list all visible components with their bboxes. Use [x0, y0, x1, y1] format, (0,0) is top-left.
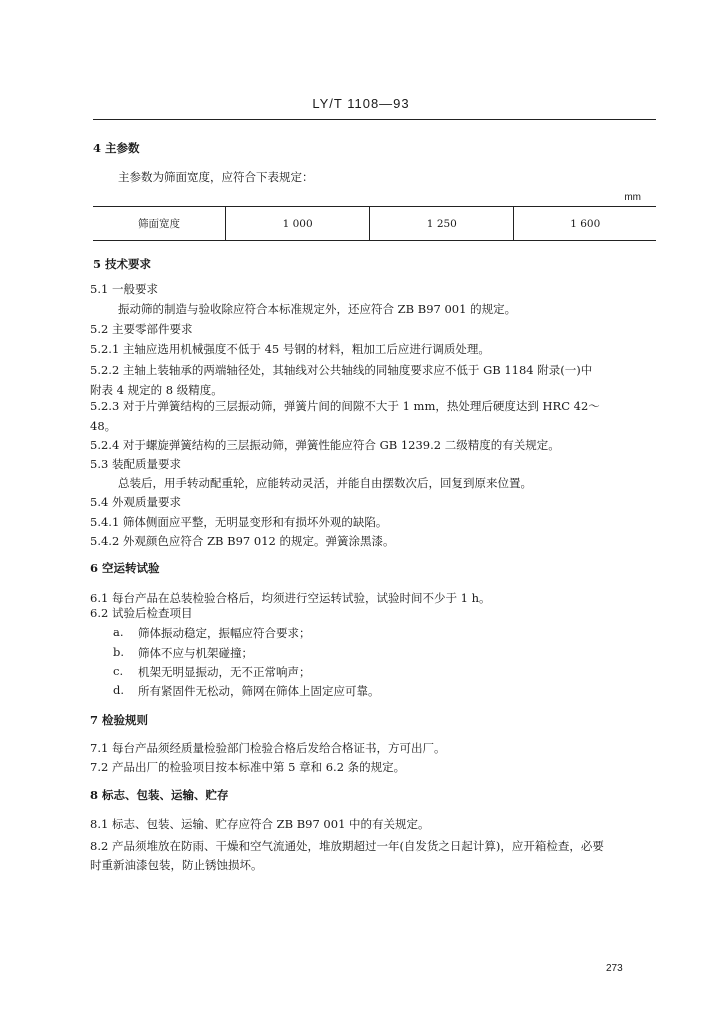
header-rule: [93, 119, 656, 120]
clause-5-4-2: 5.4.2 外观颜色应符合 ZB B97 012 的规定。弹簧涂黑漆。: [90, 534, 395, 548]
section-8-title: 8 标志、包装、运输、贮存: [90, 788, 229, 802]
table-cell: 1 250: [370, 207, 514, 241]
list-item-label: c.: [113, 664, 124, 678]
list-item-label: d.: [113, 683, 125, 697]
standard-number-header: LY/T 1108—93: [312, 96, 410, 111]
section-4-title: 4 主参数: [93, 141, 140, 155]
clause-5-2-3-line1: 5.2.3 对于片弹簧结构的三层振动筛，弹簧片间的间隙不大于 1 mm，热处理后硬度达到 HRC 42～: [90, 399, 600, 413]
clause-5-2-3-line2: 48。: [90, 419, 117, 433]
clause-8-2-line2: 时重新油漆包装，防止锈蚀损坏。: [90, 858, 263, 872]
section-4-intro: 主参数为筛面宽度，应符合下表规定：: [118, 170, 314, 184]
clause-5-2-4: 5.2.4 对于螺旋弹簧结构的三层振动筛，弹簧性能应符合 GB 1239.2 二级精度的有关规定。: [90, 438, 560, 452]
clause-5-3: 5.3 装配质量要求: [90, 457, 181, 471]
table-unit: mm: [624, 192, 641, 203]
clause-5-1-text: 振动筛的制造与验收除应符合本标准规定外，还应符合 ZB B97 001 的规定。: [118, 302, 517, 316]
clause-5-2-2-line2: 附表 4 规定的 8 级精度。: [90, 383, 223, 397]
table-row: [93, 207, 656, 241]
clause-5-2: 5.2 主要零部件要求: [90, 322, 193, 336]
clause-5-1: 5.1 一般要求: [90, 282, 158, 296]
list-item: 所有紧固件无松动，筛网在筛体上固定应可靠。: [138, 684, 380, 698]
table-cell: 1 000: [226, 207, 370, 241]
clause-7-2: 7.2 产品出厂的检验项目按本标准中第 5 章和 6.2 条的规定。: [90, 760, 406, 774]
clause-8-1: 8.1 标志、包装、运输、贮存应符合 ZB B97 001 中的有关规定。: [90, 817, 430, 831]
clause-5-4: 5.4 外观质量要求: [90, 495, 181, 509]
page-number: 273: [606, 963, 623, 974]
section-7-title: 7 检验规则: [90, 713, 149, 727]
list-item: 筛体振动稳定，振幅应符合要求；: [138, 626, 311, 640]
section-5-title: 5 技术要求: [93, 257, 152, 271]
clause-6-1: 6.1 每台产品在总装检验合格后，均须进行空运转试验，试验时间不少于 1 h。: [90, 591, 491, 605]
list-item: 机架无明显振动，无不正常响声；: [138, 665, 311, 679]
clause-5-2-2-line1: 5.2.2 主轴上装轴承的两端轴径处，其轴线对公共轴线的同轴度要求应不低于 GB 1184 附录(一)中: [90, 363, 593, 377]
clause-5-4-1: 5.4.1 筛体侧面应平整，无明显变形和有损坏外观的缺陷。: [90, 515, 388, 529]
list-item-label: a.: [113, 625, 124, 639]
table-cell: 1 600: [514, 207, 656, 241]
list-item-label: b.: [113, 645, 125, 659]
clause-5-3-text: 总装后，用手转动配重轮，应能转动灵活，并能自由摆数次后，回复到原来位置。: [118, 476, 532, 490]
clause-8-2-line1: 8.2 产品须堆放在防雨、干燥和空气流通处，堆放期超过一年(自发货之日起计算)，应开箱检查，必要: [90, 839, 604, 853]
clause-6-2: 6.2 试验后检查项目: [90, 606, 193, 620]
clause-7-1: 7.1 每台产品须经质量检验部门检验合格后发给合格证书，方可出厂。: [90, 741, 446, 755]
list-item: 筛体不应与机架碰撞；: [138, 646, 253, 660]
parameter-table: [93, 206, 656, 241]
table-header-cell: 筛面宽度: [93, 207, 226, 241]
section-6-title: 6 空运转试验: [90, 561, 160, 575]
clause-5-2-1: 5.2.1 主轴应选用机械强度不低于 45 号钢的材料，粗加工后应进行调质处理。: [90, 342, 490, 356]
